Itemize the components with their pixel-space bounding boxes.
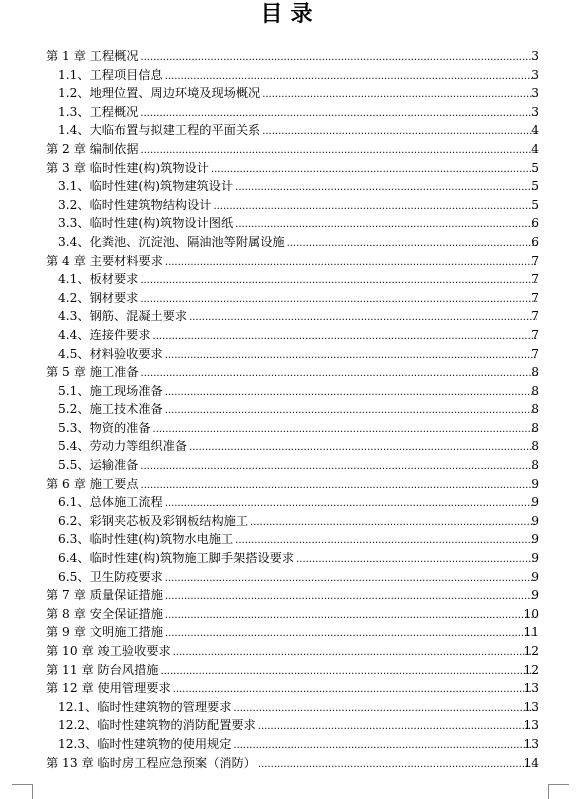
toc-entry-line <box>46 679 539 698</box>
toc-section-entry[interactable] <box>0 196 581 215</box>
toc-entry-label: 第 11 章 防台风措施 <box>46 662 159 677</box>
toc-entry-label: 1.1、工程项目信息 <box>58 67 163 82</box>
toc-section-entry[interactable] <box>0 66 581 85</box>
toc-entry-label: 第 4 章 主要材料要求 <box>46 253 163 268</box>
toc-leader-dots <box>160 661 537 682</box>
toc-page-number: 6 <box>531 234 539 249</box>
toc-page-number: 9 <box>531 569 539 584</box>
toc-entry-line <box>58 549 539 568</box>
table-of-contents <box>0 47 581 772</box>
toc-entry-label: 3.2、临时性建筑物结构设计 <box>58 197 212 212</box>
toc-leader-dots <box>165 605 537 626</box>
toc-page-number: 7 <box>531 346 539 361</box>
toc-leader-dots <box>262 121 537 142</box>
toc-leader-dots <box>287 233 537 254</box>
toc-page-number: 7 <box>531 290 539 305</box>
toc-leader-dots <box>165 382 537 403</box>
toc-leader-dots <box>141 475 537 496</box>
toc-page-number: 13 <box>523 699 539 714</box>
toc-leader-dots <box>235 177 537 198</box>
crop-mark-bottom-left <box>12 784 33 799</box>
toc-entry-label: 4.1、板材要求 <box>58 272 139 287</box>
toc-entry-line <box>58 196 539 215</box>
toc-entry-line <box>58 270 539 289</box>
toc-page-number: 12 <box>523 644 539 658</box>
toc-page-number: 3 <box>531 49 539 63</box>
toc-page-number: 5 <box>531 179 539 194</box>
toc-entry-line <box>46 159 539 178</box>
toc-entry-line <box>46 47 539 66</box>
toc-entry-label: 6.5、卫生防疫要求 <box>58 569 163 584</box>
toc-entry-label: 第 13 章 临时房工程应急预案（消防） <box>46 755 256 770</box>
toc-entry-line <box>46 475 539 494</box>
toc-page-number: 7 <box>531 309 539 324</box>
toc-page-number: 9 <box>531 495 539 510</box>
toc-entry-line <box>58 345 539 364</box>
toc-entry-line <box>46 623 539 642</box>
toc-entry-label: 4.4、连接件要求 <box>58 327 151 342</box>
toc-entry-label: 第 12 章 使用管理要求 <box>46 681 171 696</box>
toc-leader-dots <box>153 326 537 347</box>
toc-entry-label: 第 7 章 质量保证措施 <box>46 588 163 603</box>
toc-leader-dots <box>141 47 537 68</box>
toc-chapter-entry[interactable] <box>0 754 581 773</box>
toc-leader-dots <box>250 512 537 533</box>
toc-entry-line <box>58 716 539 735</box>
toc-page-number: 12 <box>523 662 539 677</box>
toc-section-entry[interactable] <box>0 177 581 196</box>
toc-entry-line <box>58 493 539 512</box>
toc-entry-line <box>58 382 539 401</box>
toc-entry-line <box>46 252 539 271</box>
toc-entry-label: 第 10 章 竣工验收要求 <box>46 644 171 658</box>
toc-entry-label: 12.1、临时性建筑物的管理要求 <box>58 699 232 714</box>
toc-entry-label: 12.2、临时性建筑物的消防配置要求 <box>58 718 256 733</box>
toc-section-entry[interactable] <box>0 84 581 103</box>
toc-page-number: 4 <box>531 123 539 138</box>
toc-leader-dots <box>165 568 537 589</box>
toc-entry-label: 第 9 章 文明施工措施 <box>46 625 163 640</box>
toc-entry-line <box>58 103 539 122</box>
toc-chapter-entry[interactable] <box>0 475 581 494</box>
toc-entry-label: 5.3、物资的准备 <box>58 420 151 435</box>
toc-leader-dots <box>165 623 537 644</box>
toc-entry-line <box>46 661 539 680</box>
toc-entry-label: 6.2、彩钢夹芯板及彩钢板结构施工 <box>58 513 249 528</box>
toc-entry-label: 第 1 章 工程概况 <box>46 49 139 63</box>
toc-leader-dots <box>189 437 537 458</box>
toc-section-entry[interactable] <box>0 400 581 419</box>
toc-leader-dots <box>141 363 537 384</box>
toc-entry-label: 3.4、化粪池、沉淀池、隔油池等附属设施 <box>58 234 285 249</box>
toc-entry-line <box>58 66 539 85</box>
toc-section-entry[interactable] <box>0 698 581 717</box>
toc-section-entry[interactable] <box>0 121 581 140</box>
toc-leader-dots <box>140 289 537 310</box>
toc-chapter-entry[interactable] <box>0 661 581 680</box>
toc-leader-dots <box>165 252 537 273</box>
toc-entry-label: 第 5 章 施工准备 <box>46 365 139 380</box>
toc-section-entry[interactable] <box>0 419 581 438</box>
toc-section-entry[interactable] <box>0 437 581 456</box>
toc-entry-line <box>58 233 539 252</box>
toc-page-number: 14 <box>523 755 539 770</box>
toc-leader-dots <box>165 345 537 366</box>
toc-page-number: 7 <box>531 327 539 342</box>
toc-entry-label: 3.1、临时性建(构)筑物建筑设计 <box>58 179 234 194</box>
toc-section-entry[interactable] <box>0 493 581 512</box>
toc-page-number: 8 <box>531 420 539 435</box>
toc-page-number: 7 <box>531 253 539 268</box>
toc-entry-line <box>58 530 539 549</box>
toc-entry-label: 12.3、临时性建筑物的使用规定 <box>58 736 232 751</box>
toc-entry-label: 第 2 章 编制依据 <box>46 141 139 156</box>
toc-page-number: 6 <box>531 216 539 231</box>
toc-entry-line <box>58 326 539 345</box>
toc-leader-dots <box>189 307 537 328</box>
toc-entry-label: 5.4、劳动力等组织准备 <box>58 439 188 454</box>
toc-chapter-entry[interactable] <box>0 623 581 642</box>
toc-leader-dots <box>235 214 537 235</box>
toc-entry-label: 第 6 章 施工要点 <box>46 476 139 491</box>
toc-entry-line <box>58 400 539 419</box>
toc-chapter-entry[interactable] <box>0 140 581 159</box>
toc-section-entry[interactable] <box>0 530 581 549</box>
toc-entry-line <box>58 307 539 326</box>
toc-entry-label: 1.4、大临布置与拟建工程的平面关系 <box>58 123 261 138</box>
toc-leader-dots <box>258 754 537 775</box>
toc-leader-dots <box>165 400 537 421</box>
toc-page-number: 3 <box>531 67 539 82</box>
toc-entry-line <box>58 568 539 587</box>
toc-entry-line <box>46 586 539 605</box>
toc-section-entry[interactable] <box>0 512 581 531</box>
toc-entry-label: 第 3 章 临时性建(构)筑物设计 <box>46 160 209 175</box>
toc-page-number: 4 <box>531 141 539 156</box>
toc-section-entry[interactable] <box>0 326 581 345</box>
toc-entry-line <box>46 140 539 159</box>
toc-page-number: 8 <box>531 383 539 398</box>
toc-section-entry[interactable] <box>0 233 581 252</box>
toc-entry-label: 6.3、临时性建(构)筑物水电施工 <box>58 532 234 547</box>
toc-chapter-entry[interactable] <box>0 642 581 661</box>
toc-entry-line <box>58 735 539 754</box>
toc-chapter-entry[interactable] <box>0 586 581 605</box>
toc-chapter-entry[interactable] <box>0 363 581 382</box>
toc-section-entry[interactable] <box>0 716 581 735</box>
toc-entry-line <box>46 754 539 773</box>
toc-page-number: 13 <box>523 681 539 696</box>
toc-page-number: 8 <box>531 439 539 454</box>
toc-page-number: 3 <box>531 86 539 101</box>
toc-leader-dots <box>233 735 537 756</box>
toc-section-entry[interactable] <box>0 214 581 233</box>
toc-section-entry[interactable] <box>0 549 581 568</box>
toc-page-number: 9 <box>531 588 539 603</box>
toc-entry-line <box>46 605 539 624</box>
toc-page-number: 3 <box>531 104 539 119</box>
toc-entry-line <box>46 363 539 382</box>
toc-leader-dots <box>235 530 537 551</box>
toc-entry-line <box>58 121 539 140</box>
toc-entry-line <box>58 289 539 308</box>
toc-page-number: 9 <box>531 551 539 566</box>
toc-leader-dots <box>213 196 537 217</box>
toc-page-number: 7 <box>531 272 539 287</box>
toc-section-entry[interactable] <box>0 456 581 475</box>
toc-chapter-entry[interactable] <box>0 47 581 66</box>
toc-page-number: 9 <box>531 513 539 528</box>
toc-entry-line <box>58 419 539 438</box>
toc-section-entry[interactable] <box>0 568 581 587</box>
toc-entry-line <box>58 214 539 233</box>
toc-page-number: 5 <box>531 160 539 175</box>
toc-entry-label: 1.2、地理位置、周边环境及现场概况 <box>58 86 261 101</box>
toc-leader-dots <box>173 642 537 663</box>
toc-leader-dots <box>140 270 537 291</box>
toc-page-number: 9 <box>531 476 539 491</box>
toc-leader-dots <box>258 716 537 737</box>
toc-entry-label: 5.5、运输准备 <box>58 458 139 473</box>
toc-page-number: 9 <box>531 532 539 547</box>
toc-entry-line <box>58 177 539 196</box>
toc-entry-label: 6.4、临时性建(构)筑物施工脚手架搭设要求 <box>58 551 295 566</box>
toc-leader-dots <box>165 493 537 514</box>
toc-page-number: 13 <box>523 736 539 751</box>
toc-entry-label: 4.2、钢材要求 <box>58 290 139 305</box>
toc-section-entry[interactable] <box>0 345 581 364</box>
toc-page-number: 13 <box>523 718 539 733</box>
toc-section-entry[interactable] <box>0 103 581 122</box>
toc-leader-dots <box>262 84 537 105</box>
toc-chapter-entry[interactable] <box>0 252 581 271</box>
toc-leader-dots <box>140 456 537 477</box>
toc-page-number: 5 <box>531 197 539 212</box>
toc-page-number: 8 <box>531 365 539 380</box>
toc-entry-label: 4.5、材料验收要求 <box>58 346 163 361</box>
crop-mark-bottom-right <box>548 784 569 799</box>
toc-entry-line <box>58 84 539 103</box>
toc-leader-dots <box>233 698 537 719</box>
toc-entry-label: 第 8 章 安全保证措施 <box>46 606 163 621</box>
toc-section-entry[interactable] <box>0 382 581 401</box>
toc-entry-line <box>58 512 539 531</box>
toc-entry-label: 1.3、工程概况 <box>58 104 139 119</box>
toc-leader-dots <box>140 103 537 124</box>
toc-entry-label: 5.1、施工现场准备 <box>58 383 163 398</box>
toc-chapter-entry[interactable] <box>0 159 581 178</box>
toc-entry-label: 4.3、钢筋、混凝土要求 <box>58 309 188 324</box>
toc-entry-label: 3.3、临时性建(构)筑物设计图纸 <box>58 216 234 231</box>
toc-entry-line <box>46 642 539 661</box>
toc-chapter-entry[interactable] <box>0 679 581 698</box>
toc-entry-line <box>58 698 539 717</box>
toc-entry-label: 5.2、施工技术准备 <box>58 402 163 417</box>
toc-section-entry[interactable] <box>0 307 581 326</box>
toc-entry-line <box>58 456 539 475</box>
toc-leader-dots <box>141 140 537 161</box>
toc-leader-dots <box>165 586 537 607</box>
toc-section-entry[interactable] <box>0 289 581 308</box>
toc-leader-dots <box>173 679 537 700</box>
toc-leader-dots <box>153 419 537 440</box>
toc-section-entry[interactable] <box>0 735 581 754</box>
toc-page-number: 8 <box>531 402 539 417</box>
toc-entry-line <box>58 437 539 456</box>
toc-chapter-entry[interactable] <box>0 605 581 624</box>
toc-leader-dots <box>165 66 537 87</box>
page-title: 目录 <box>260 1 321 27</box>
toc-page-number: 11 <box>523 625 539 640</box>
toc-entry-label: 6.1、总体施工流程 <box>58 495 163 510</box>
toc-page-number: 10 <box>523 606 539 621</box>
toc-section-entry[interactable] <box>0 270 581 289</box>
toc-leader-dots <box>296 549 537 570</box>
toc-page-number: 8 <box>531 458 539 473</box>
toc-leader-dots <box>211 159 537 180</box>
